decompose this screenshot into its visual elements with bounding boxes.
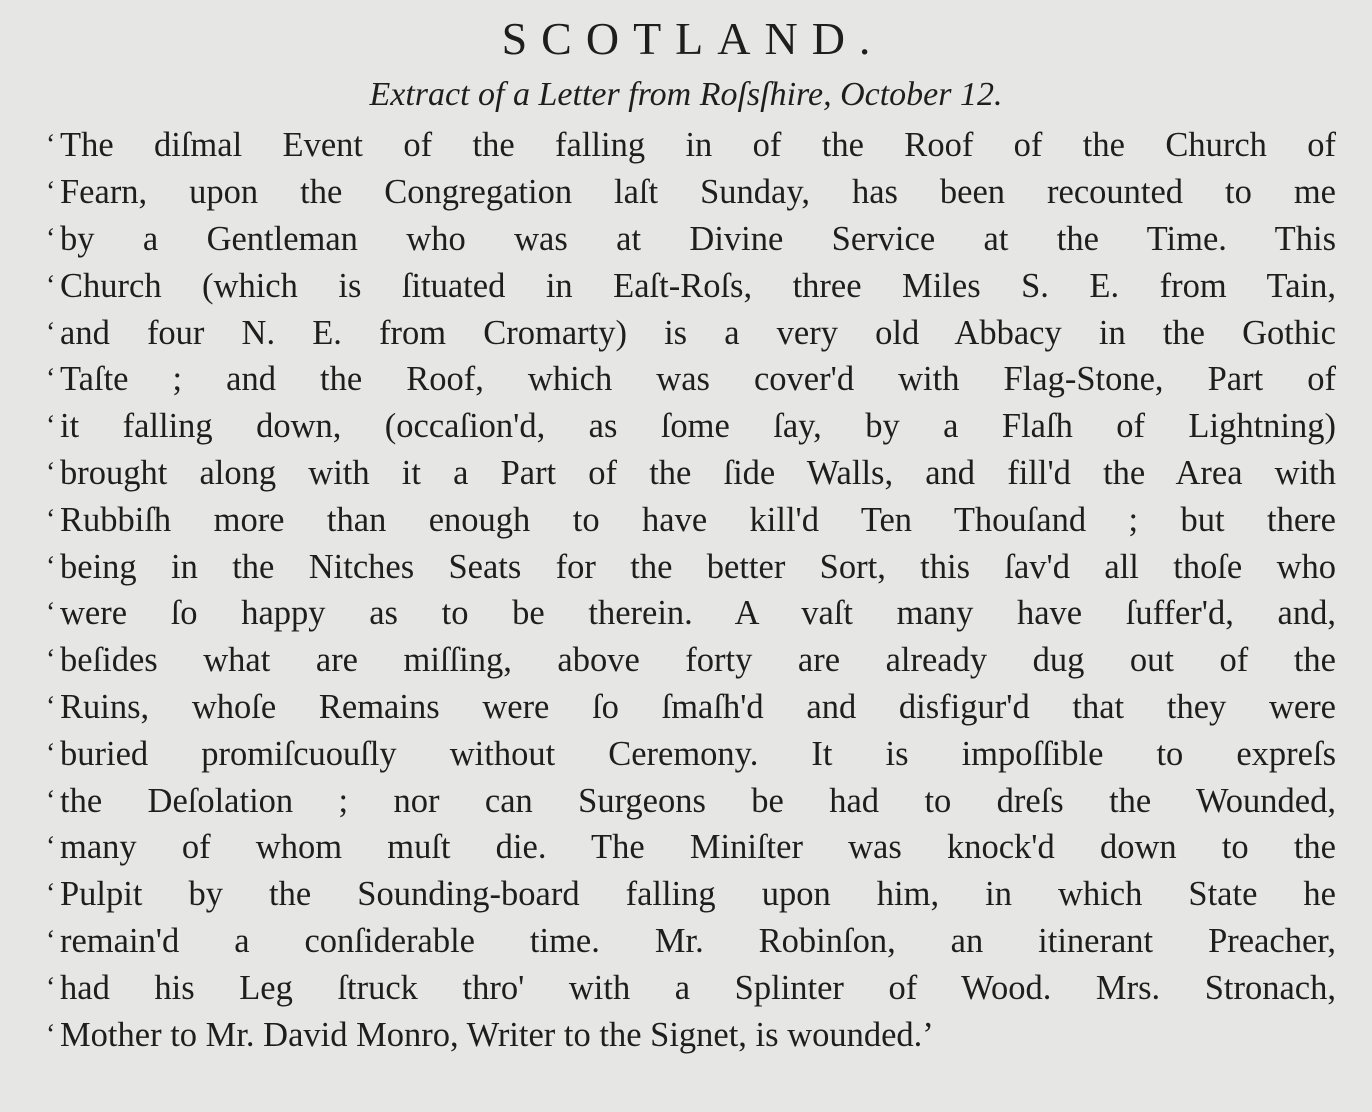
text-line-content: Rubbiſh more than enough to have kill'd Ten Thouſand ; but there xyxy=(60,500,1336,539)
text-line-content: had his Leg ſtruck thro' with a Splinter of Wood. Mrs. Stronach, xyxy=(60,968,1336,1007)
text-line xyxy=(46,637,1336,684)
article-body xyxy=(46,122,1336,1058)
quote-mark: ‘ xyxy=(46,971,56,1003)
text-line-content: brought along with it a Part of the ſide Walls, and fill'd the Area with xyxy=(60,453,1336,492)
text-line xyxy=(46,403,1336,450)
text-line xyxy=(46,122,1336,169)
text-line xyxy=(46,169,1336,216)
quote-mark: ‘ xyxy=(46,737,56,769)
text-line xyxy=(46,216,1336,263)
text-line xyxy=(46,730,1336,777)
text-line-content: Mother to Mr. David Monro, Writer to the Signet, is wounded.’ xyxy=(60,1015,934,1054)
text-line-content: remain'd a conſiderable time. Mr. Robinſon, an itinerant Preacher, xyxy=(60,921,1336,960)
quote-mark: ‘ xyxy=(46,550,56,582)
text-line-content: the Deſolation ; nor can Surgeons be had to dreſs the Wounded, xyxy=(60,781,1336,820)
quote-mark: ‘ xyxy=(46,222,56,254)
text-line-content: were ſo happy as to be therein. A vaſt many have ſuffer'd, and, xyxy=(60,594,1336,633)
text-line-content: being in the Nitches Seats for the better Sort, this ſav'd all thoſe who xyxy=(60,547,1336,586)
text-line-content: buried promiſcuouſly without Ceremony. It is impoſſible to expreſs xyxy=(60,734,1336,773)
text-line xyxy=(46,1011,1336,1058)
text-line xyxy=(46,824,1336,871)
quote-mark: ‘ xyxy=(46,690,56,722)
quote-mark: ‘ xyxy=(46,363,56,395)
quote-mark: ‘ xyxy=(46,1018,56,1050)
text-line-content: Taſte ; and the Roof, which was cover'd with Flag-Stone, Part of xyxy=(60,360,1336,399)
quote-mark: ‘ xyxy=(46,129,56,161)
text-line xyxy=(46,590,1336,637)
quote-mark: ‘ xyxy=(46,924,56,956)
text-line xyxy=(46,262,1336,309)
text-line-content: beſides what are miſſing, above forty are already dug out of the xyxy=(60,641,1336,680)
text-line-content: Ruins, whoſe Remains were ſo ſmaſh'd and disfigur'd that they were xyxy=(60,687,1336,726)
quote-mark: ‘ xyxy=(46,269,56,301)
quote-mark: ‘ xyxy=(46,831,56,863)
text-line-content: many of whom muſt die. The Miniſter was knock'd down to the xyxy=(60,828,1336,867)
text-line-content: Pulpit by the Sounding-board falling upon him, in which State he xyxy=(60,875,1336,914)
quote-mark: ‘ xyxy=(46,878,56,910)
quote-mark: ‘ xyxy=(46,410,56,442)
text-line-content: and four N. E. from Cromarty) is a very old Abbacy in the Gothic xyxy=(60,313,1336,352)
quote-mark: ‘ xyxy=(46,456,56,488)
quote-mark: ‘ xyxy=(46,784,56,816)
text-line xyxy=(46,496,1336,543)
article-heading: SCOTLAND. xyxy=(501,13,885,64)
text-line xyxy=(46,309,1336,356)
quote-mark: ‘ xyxy=(46,644,56,676)
quote-mark: ‘ xyxy=(46,176,56,208)
quote-mark: ‘ xyxy=(46,316,56,348)
text-line xyxy=(46,918,1336,965)
text-line-content: Church (which is ſituated in Eaſt-Roſs, three Miles S. E. from Tain, xyxy=(60,266,1336,305)
text-line xyxy=(46,777,1336,824)
quote-mark: ‘ xyxy=(46,503,56,535)
quote-mark: ‘ xyxy=(46,597,56,629)
text-line-content: by a Gentleman who was at Divine Service at the Time. This xyxy=(60,219,1336,258)
text-line-content: Fearn, upon the Congregation laſt Sunday, has been recounted to me xyxy=(60,173,1336,212)
text-line xyxy=(46,543,1336,590)
text-line xyxy=(46,871,1336,918)
text-line-content: The diſmal Event of the falling in of the Roof of the Church of xyxy=(60,126,1336,165)
text-line-content: it falling down, (occaſion'd, as ſome ſay, by a Flaſh of Lightning) xyxy=(60,407,1336,446)
text-line xyxy=(46,684,1336,731)
text-line xyxy=(46,356,1336,403)
article-subheading: Extract of a Letter from Roſsſhire, October 12. xyxy=(369,76,1003,113)
text-line xyxy=(46,450,1336,497)
text-line xyxy=(46,964,1336,1011)
